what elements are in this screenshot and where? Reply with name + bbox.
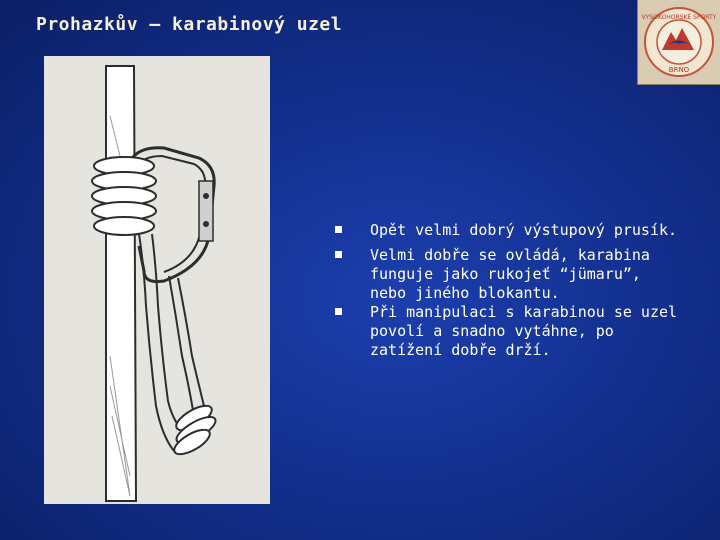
bullet-square-icon: [335, 251, 342, 258]
logo-text-top: VYSOKOHORSKÉ SPORTY: [641, 14, 717, 21]
bullet-line: zatížení dobře drží.: [370, 341, 551, 359]
bullet-line: povolí a snadno vytáhne, po: [370, 322, 614, 340]
club-logo: [637, 0, 720, 85]
logo-text-bottom: BRNO: [668, 66, 690, 74]
bullet-line: funguje jako rukojeť “jümaru”,: [370, 265, 641, 283]
bullet-line: Velmi dobře se ovládá, karabina: [370, 246, 650, 264]
bullet-list: [330, 221, 700, 360]
bullet-item: [330, 221, 700, 240]
bullet-item: [330, 246, 700, 303]
knot-illustration: [44, 56, 270, 504]
bullet-line: nebo jiného blokantu.: [370, 284, 560, 302]
bullet-line: Při manipulaci s karabinou se uzel: [370, 303, 678, 321]
bullet-line: Opět velmi dobrý výstupový prusík.: [370, 221, 678, 239]
bullet-item: [330, 303, 700, 360]
bullet-square-icon: [335, 226, 342, 233]
slide-title: Prohazkův – karabinový uzel: [36, 14, 343, 35]
bullet-square-icon: [335, 308, 342, 315]
